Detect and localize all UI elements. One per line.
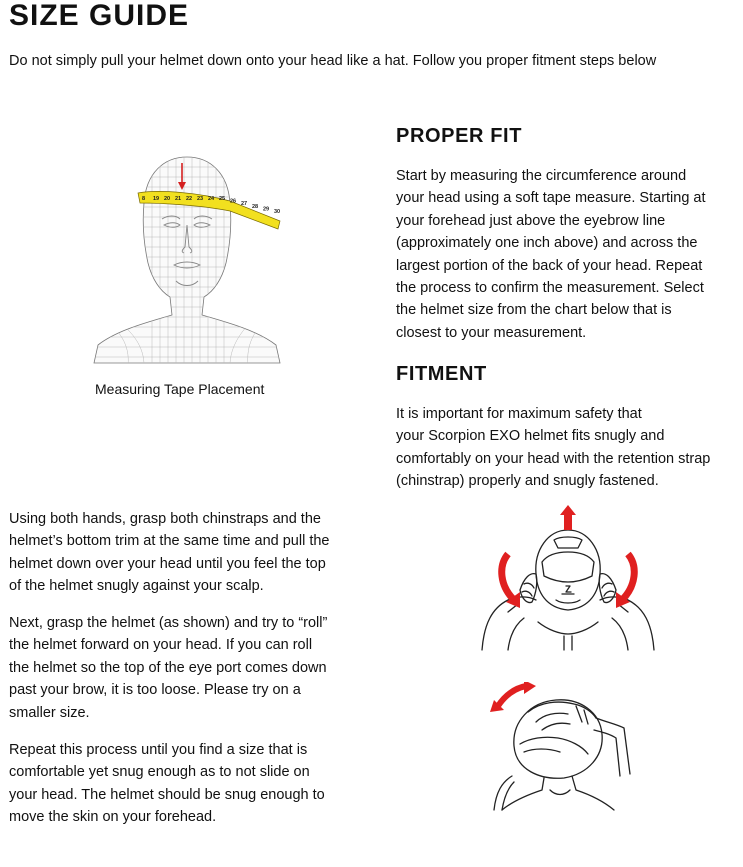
text-line: comfortably on your head with the retention strap — [396, 450, 711, 467]
text-line: largest portion of the back of your head. Repeat — [396, 257, 703, 274]
head-figure-caption: Measuring Tape Placement — [95, 381, 265, 397]
text-line: Using both hands, grasp both chinstraps and the — [9, 511, 321, 527]
tape-number: 8 — [142, 196, 146, 202]
head-measuring-illustration — [90, 155, 285, 365]
text-line: (chinstrap) properly and snugly fastened. — [396, 473, 659, 490]
left-curved-arrow-icon — [502, 554, 520, 608]
text-line: your Scorpion EXO helmet fits snugly and — [396, 428, 665, 445]
text-line: the helmet so the top of the eye port comes down — [9, 659, 327, 676]
helmet-roll-illustration — [484, 682, 634, 812]
text-line: Repeat this process until you find a size that is — [9, 742, 308, 758]
text-line: the process to confirm the measurement. Select — [396, 280, 704, 297]
text-line: Start by measuring the circumference around — [396, 168, 687, 184]
curved-roll-arrow-icon — [490, 682, 536, 712]
proper-fit-heading: PROPER FIT — [396, 125, 523, 147]
text-line: your head using a soft tape measure. Starting at — [396, 190, 706, 207]
text-line: Next, grasp the helmet (as shown) and try to “roll” — [9, 615, 328, 631]
up-arrow-icon — [560, 505, 576, 530]
step-3-text — [9, 739, 379, 829]
tape-number: 22 — [186, 196, 193, 202]
proper-fit-text — [396, 165, 743, 344]
text-line: your forehead just above the eyebrow line — [396, 212, 666, 229]
tape-number: 19 — [153, 196, 160, 202]
text-line: the helmet forward on your head. If you can roll — [9, 637, 313, 654]
text-line: of the helmet snugly against your scalp. — [9, 578, 264, 595]
fitment-text — [396, 403, 743, 493]
text-line: helmet down over your head until you feel the top — [9, 555, 326, 572]
tape-number: 29 — [263, 206, 270, 213]
step-1-text — [9, 508, 379, 598]
tape-number: 21 — [175, 196, 182, 202]
text-line: smaller size. — [9, 704, 90, 721]
tape-number: 28 — [252, 203, 259, 210]
tape-number: 30 — [274, 209, 281, 215]
tape-number: 26 — [230, 198, 237, 205]
tape-number: 23 — [197, 196, 204, 202]
text-line: It is important for maximum safety that — [396, 406, 642, 422]
text-line: helmet’s bottom trim at the same time and pull the — [9, 533, 330, 550]
right-curved-arrow-icon — [616, 554, 634, 608]
text-line: past your brow, it is too loose. Please try on a — [9, 682, 301, 699]
tape-number: 24 — [208, 196, 215, 202]
tape-number: 27 — [241, 201, 248, 208]
text-line: comfortable yet snug enough as to not slide on — [9, 764, 310, 781]
fitment-heading: FITMENT — [396, 363, 487, 385]
text-line: your head. The helmet should be snug enough to — [9, 786, 325, 803]
tape-number: 20 — [164, 196, 171, 202]
text-line: the helmet size from the chart below that is — [396, 302, 672, 319]
text-line: move the skin on your forehead. — [9, 809, 217, 826]
text-line: (approximately one inch above) and across the — [396, 235, 698, 252]
helmet-pull-down-illustration — [478, 504, 658, 652]
tape-number: 25 — [219, 196, 226, 202]
step-2-text — [9, 612, 379, 724]
page-title: SIZE GUIDE — [9, 0, 190, 32]
text-line: closest to your measurement. — [396, 324, 587, 341]
intro-text: Do not simply pull your helmet down onto your head like a hat. Follow you proper fitment steps below — [9, 53, 657, 69]
